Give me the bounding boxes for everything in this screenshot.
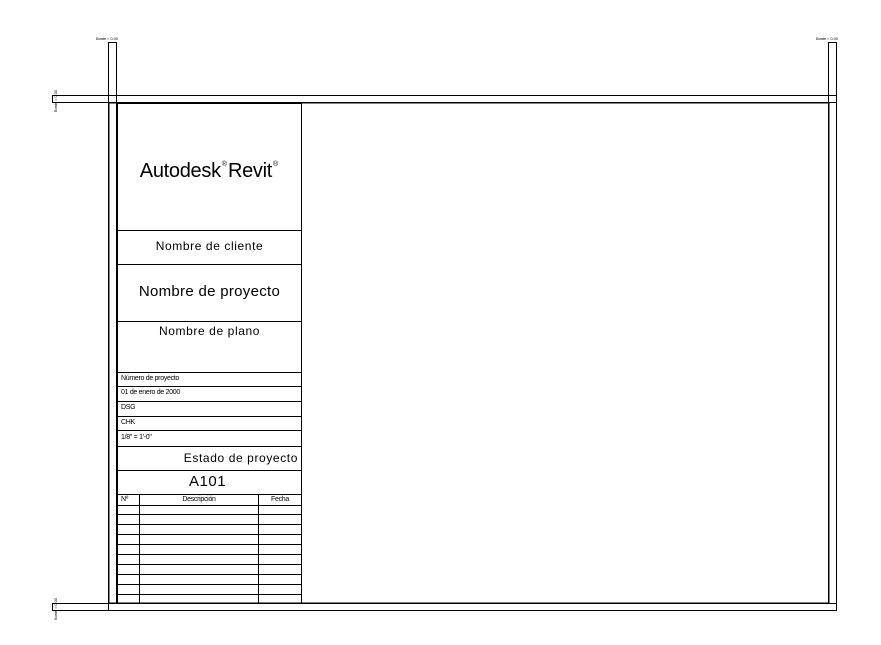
level-label-left-lower: Borde = 0.00: [53, 598, 58, 620]
level-label-left-upper: Borde = 0.00: [53, 90, 58, 112]
project-status: Estado de proyecto: [183, 451, 298, 465]
autodesk-revit-logo: [117, 160, 302, 183]
level-label-top-right: Borde = 0.00: [816, 36, 838, 41]
date-field: 01 de enero de 2000: [121, 389, 180, 396]
revision-table-lines: [117, 506, 302, 595]
logo-product: Revit: [227, 160, 273, 182]
client-name: Nombre de cliente: [155, 239, 264, 253]
rev-header-description: Descripción: [182, 496, 216, 503]
project-number-field: Número de proyecto: [121, 375, 180, 382]
level-label-top-left: Borde = 0.00: [96, 36, 118, 41]
project-name: Nombre de proyecto: [138, 283, 281, 300]
sheet-number: A101: [189, 473, 227, 490]
checker-field: CHK: [121, 419, 135, 426]
scale-field: 1/8" = 1'-0": [121, 434, 152, 441]
rev-header-date: Fecha: [271, 496, 289, 503]
designer-field: DSG: [121, 404, 136, 411]
logo-brand: Autodesk: [139, 160, 221, 182]
logo-reg-mark: ®: [221, 161, 227, 168]
rev-header-number: Nº: [121, 496, 129, 503]
sheet-name: Nombre de plano: [158, 324, 261, 338]
logo-tm-mark: ®: [273, 161, 279, 168]
